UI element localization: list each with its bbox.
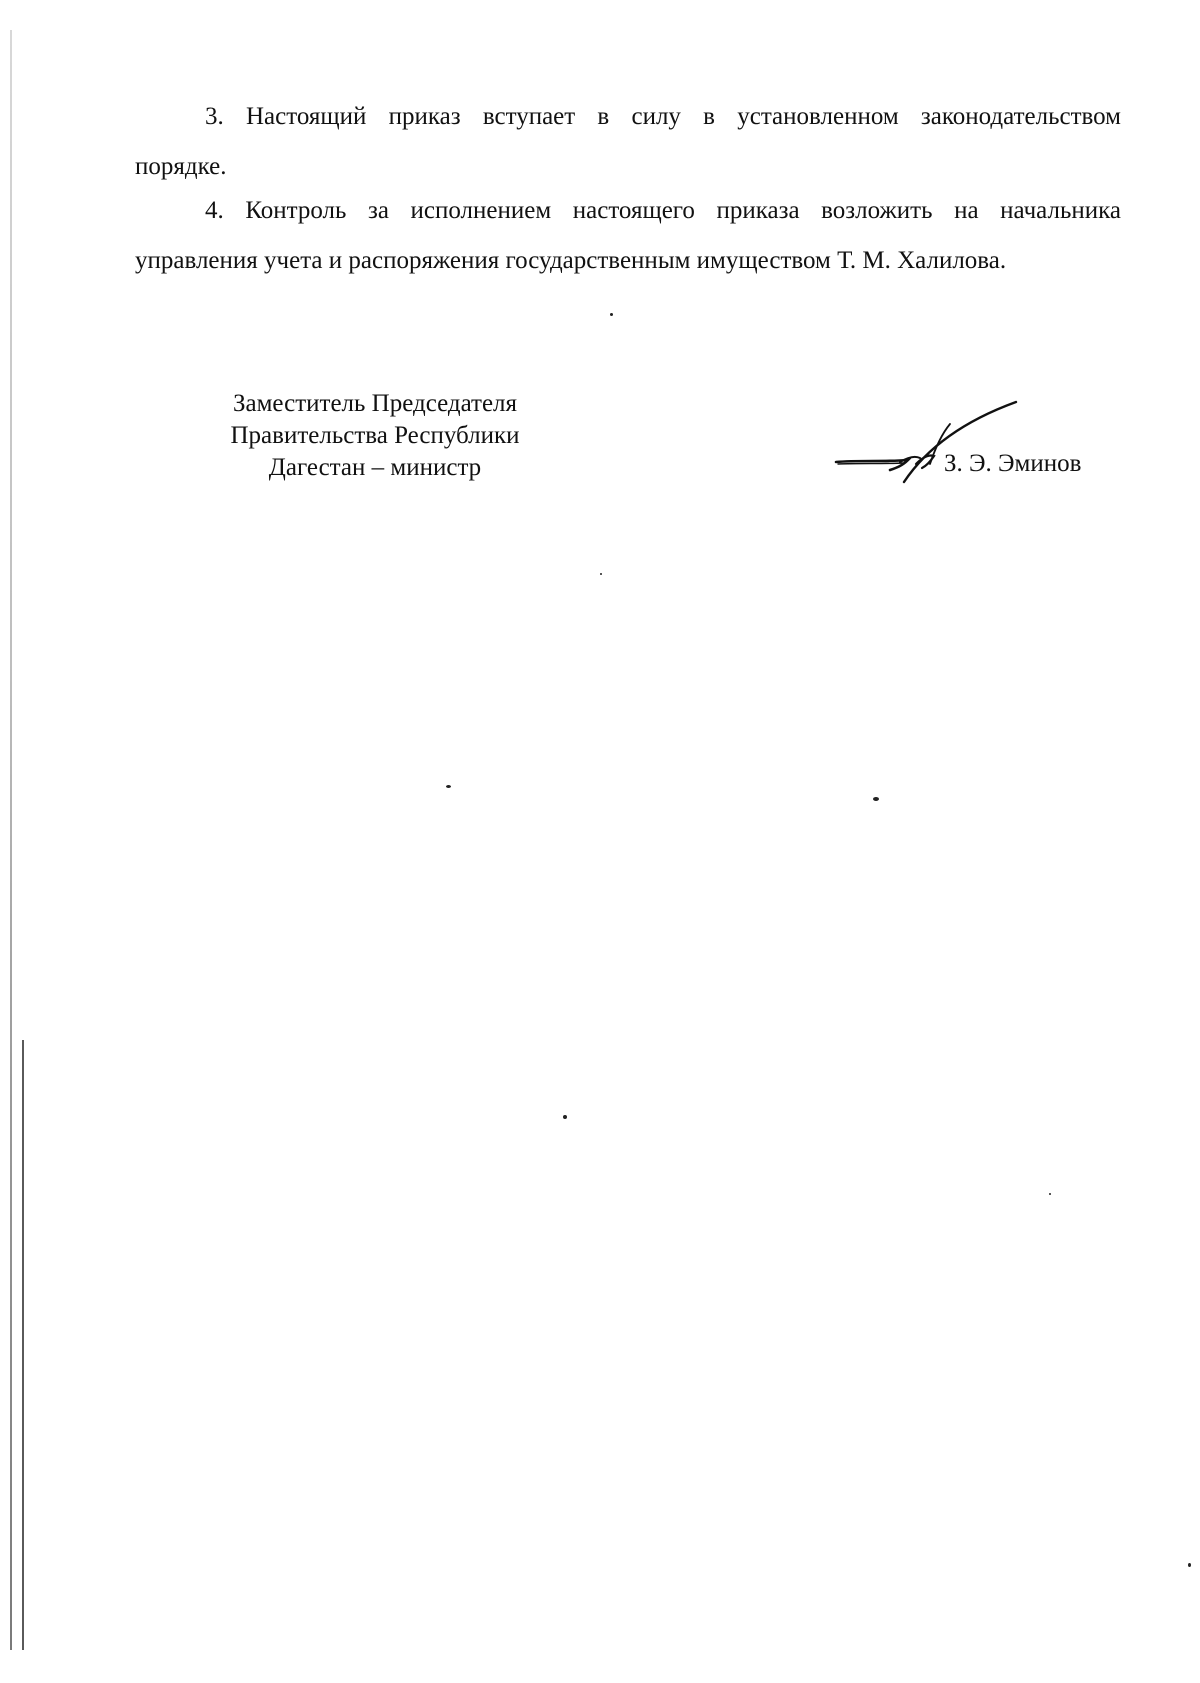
scan-speck	[1049, 1193, 1051, 1195]
paragraph-4-line-2: управления учета и распоряжения государственным имуществом Т. М. Халилова.	[135, 247, 1007, 274]
scan-edge-line	[10, 30, 12, 1650]
signatory-title	[200, 388, 550, 484]
signatory-title-line-1: Заместитель Председателя	[232, 390, 518, 417]
scan-speck	[446, 785, 451, 788]
scan-speck	[1188, 1563, 1191, 1567]
scan-edge-line-dark	[22, 1040, 24, 1650]
scan-speck	[600, 573, 602, 575]
scan-speck	[563, 1115, 567, 1119]
paragraph-3-line-2: порядке.	[135, 153, 227, 180]
signatory-title-line-2: Правительства Республики	[230, 422, 520, 449]
paragraph-3	[135, 92, 1121, 192]
paragraph-4	[135, 186, 1121, 286]
paragraph-3-line-1: 3. Настоящий приказ вступает в силу в установленном законодательством	[205, 103, 1121, 130]
paragraph-4-line-1: 4. Контроль за исполнением настоящего приказа возложить на начальника	[205, 197, 1121, 224]
scan-speck	[873, 797, 879, 801]
signer-name: З. Э. Эминов	[944, 450, 1082, 477]
scan-speck	[610, 313, 613, 316]
signatory-title-line-3: Дагестан – министр	[268, 454, 482, 481]
